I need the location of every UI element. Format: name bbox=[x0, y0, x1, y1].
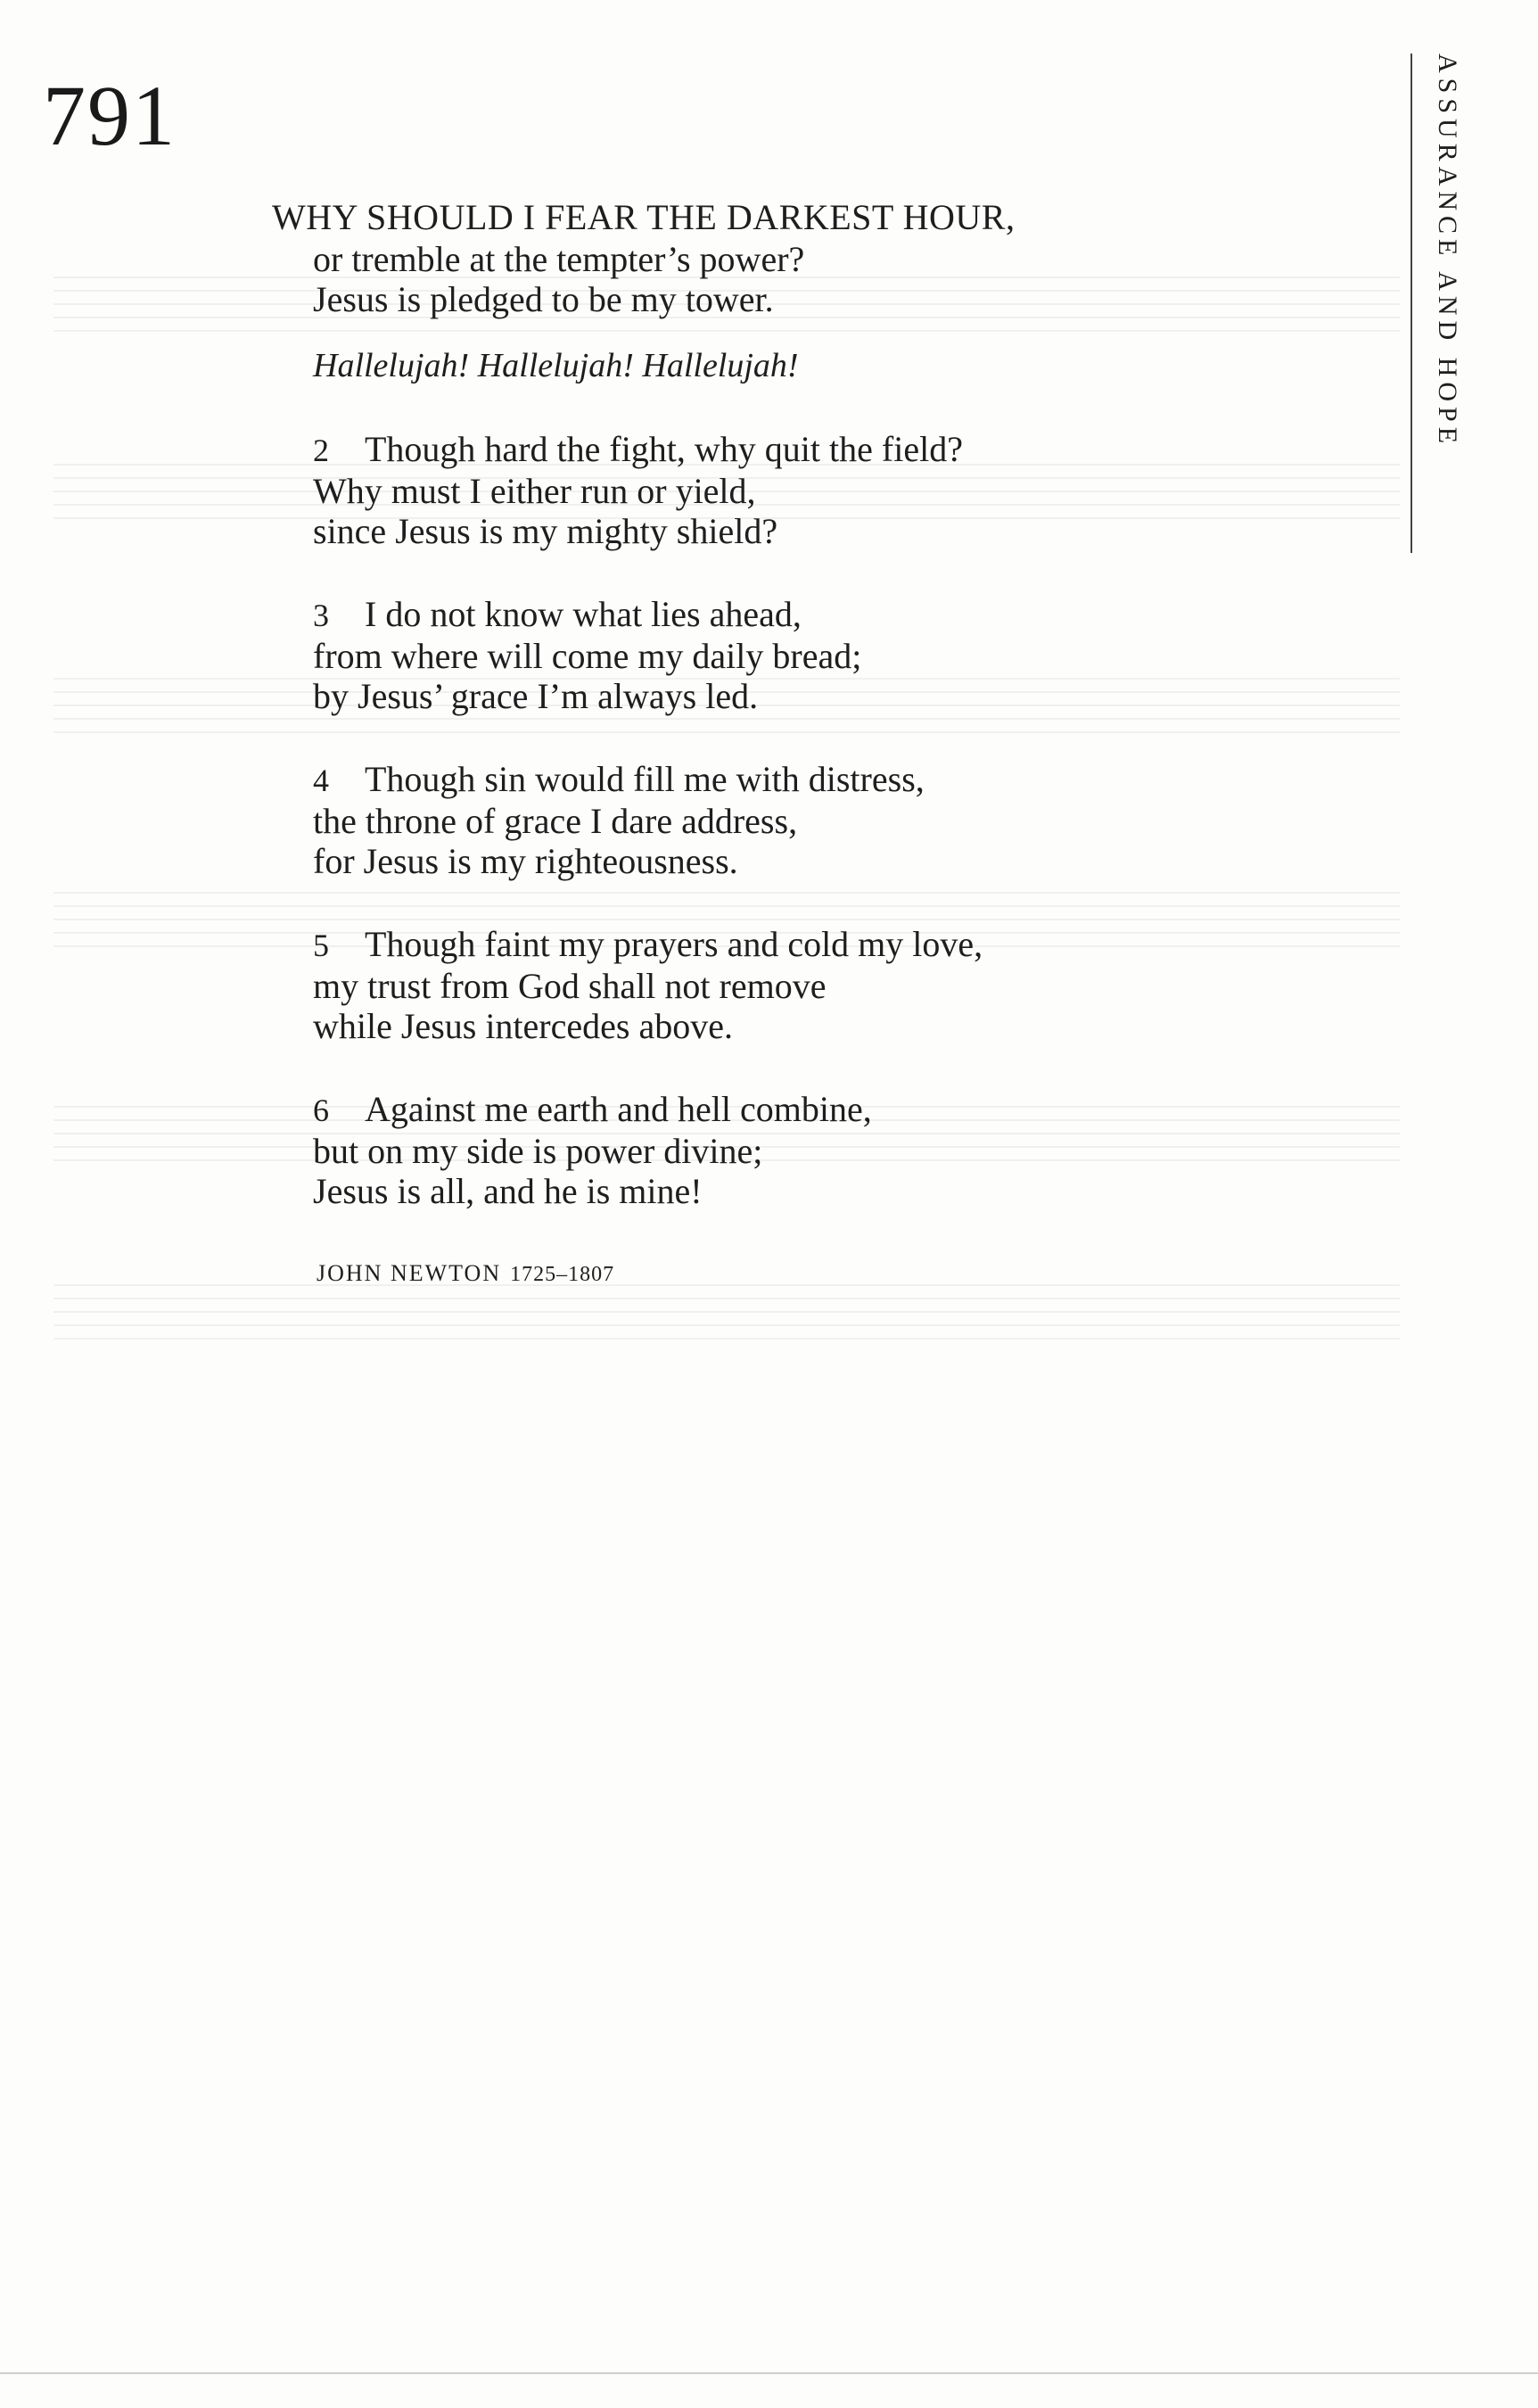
verse-5 bbox=[313, 924, 1342, 1046]
verse-1-line-2: or tremble at the tempter’s power? bbox=[313, 239, 805, 279]
hymn-text bbox=[272, 196, 1342, 1287]
verse-1-line-3: Jesus is pledged to be my tower. bbox=[313, 279, 774, 319]
verse-number: 4 bbox=[313, 763, 329, 798]
verse-2 bbox=[313, 429, 1342, 551]
author-credit bbox=[317, 1260, 1342, 1287]
verse-4 bbox=[313, 759, 1342, 881]
page-edge bbox=[0, 2372, 1538, 2374]
verse-number: 3 bbox=[313, 598, 329, 633]
verse-line: Though sin would fill me with distress, bbox=[365, 759, 925, 799]
verse-line: Though faint my prayers and cold my love, bbox=[365, 924, 983, 964]
section-label: ASSURANCE AND HOPE bbox=[1433, 54, 1462, 449]
verse-line: while Jesus intercedes above. bbox=[313, 1006, 733, 1046]
verse-6 bbox=[313, 1089, 1342, 1211]
verse-line: from where will come my daily bread; bbox=[313, 636, 862, 676]
verse-number: 6 bbox=[313, 1093, 329, 1128]
verse-line: by Jesus’ grace I’m always led. bbox=[313, 676, 759, 716]
verse-line: Against me earth and hell combine, bbox=[365, 1089, 872, 1129]
verse-line: for Jesus is my righteousness. bbox=[313, 841, 738, 881]
verse-line: Why must I either run or yield, bbox=[313, 471, 756, 511]
verse-line: Jesus is all, and he is mine! bbox=[313, 1171, 703, 1211]
first-line: WHY SHOULD I FEAR THE DARKEST HOUR, bbox=[272, 197, 1016, 237]
verse-3 bbox=[313, 594, 1342, 716]
verse-line: I do not know what lies ahead, bbox=[365, 594, 802, 634]
verse-line: but on my side is power divine; bbox=[313, 1131, 763, 1171]
verse-number: 5 bbox=[313, 928, 329, 963]
verse-line: the throne of grace I dare address, bbox=[313, 801, 798, 841]
author-dates: 1725–1807 bbox=[510, 1263, 615, 1286]
hymn-number: 791 bbox=[43, 68, 177, 163]
verse-line: my trust from God shall not remove bbox=[313, 966, 827, 1006]
verse-line: since Jesus is my mighty shield? bbox=[313, 511, 778, 551]
author-name: JOHN NEWTON bbox=[317, 1260, 502, 1286]
verse-line: Though hard the fight, why quit the field? bbox=[365, 429, 963, 469]
verse-number: 2 bbox=[313, 433, 329, 468]
refrain: Hallelujah! Hallelujah! Hallelujah! bbox=[313, 347, 799, 384]
